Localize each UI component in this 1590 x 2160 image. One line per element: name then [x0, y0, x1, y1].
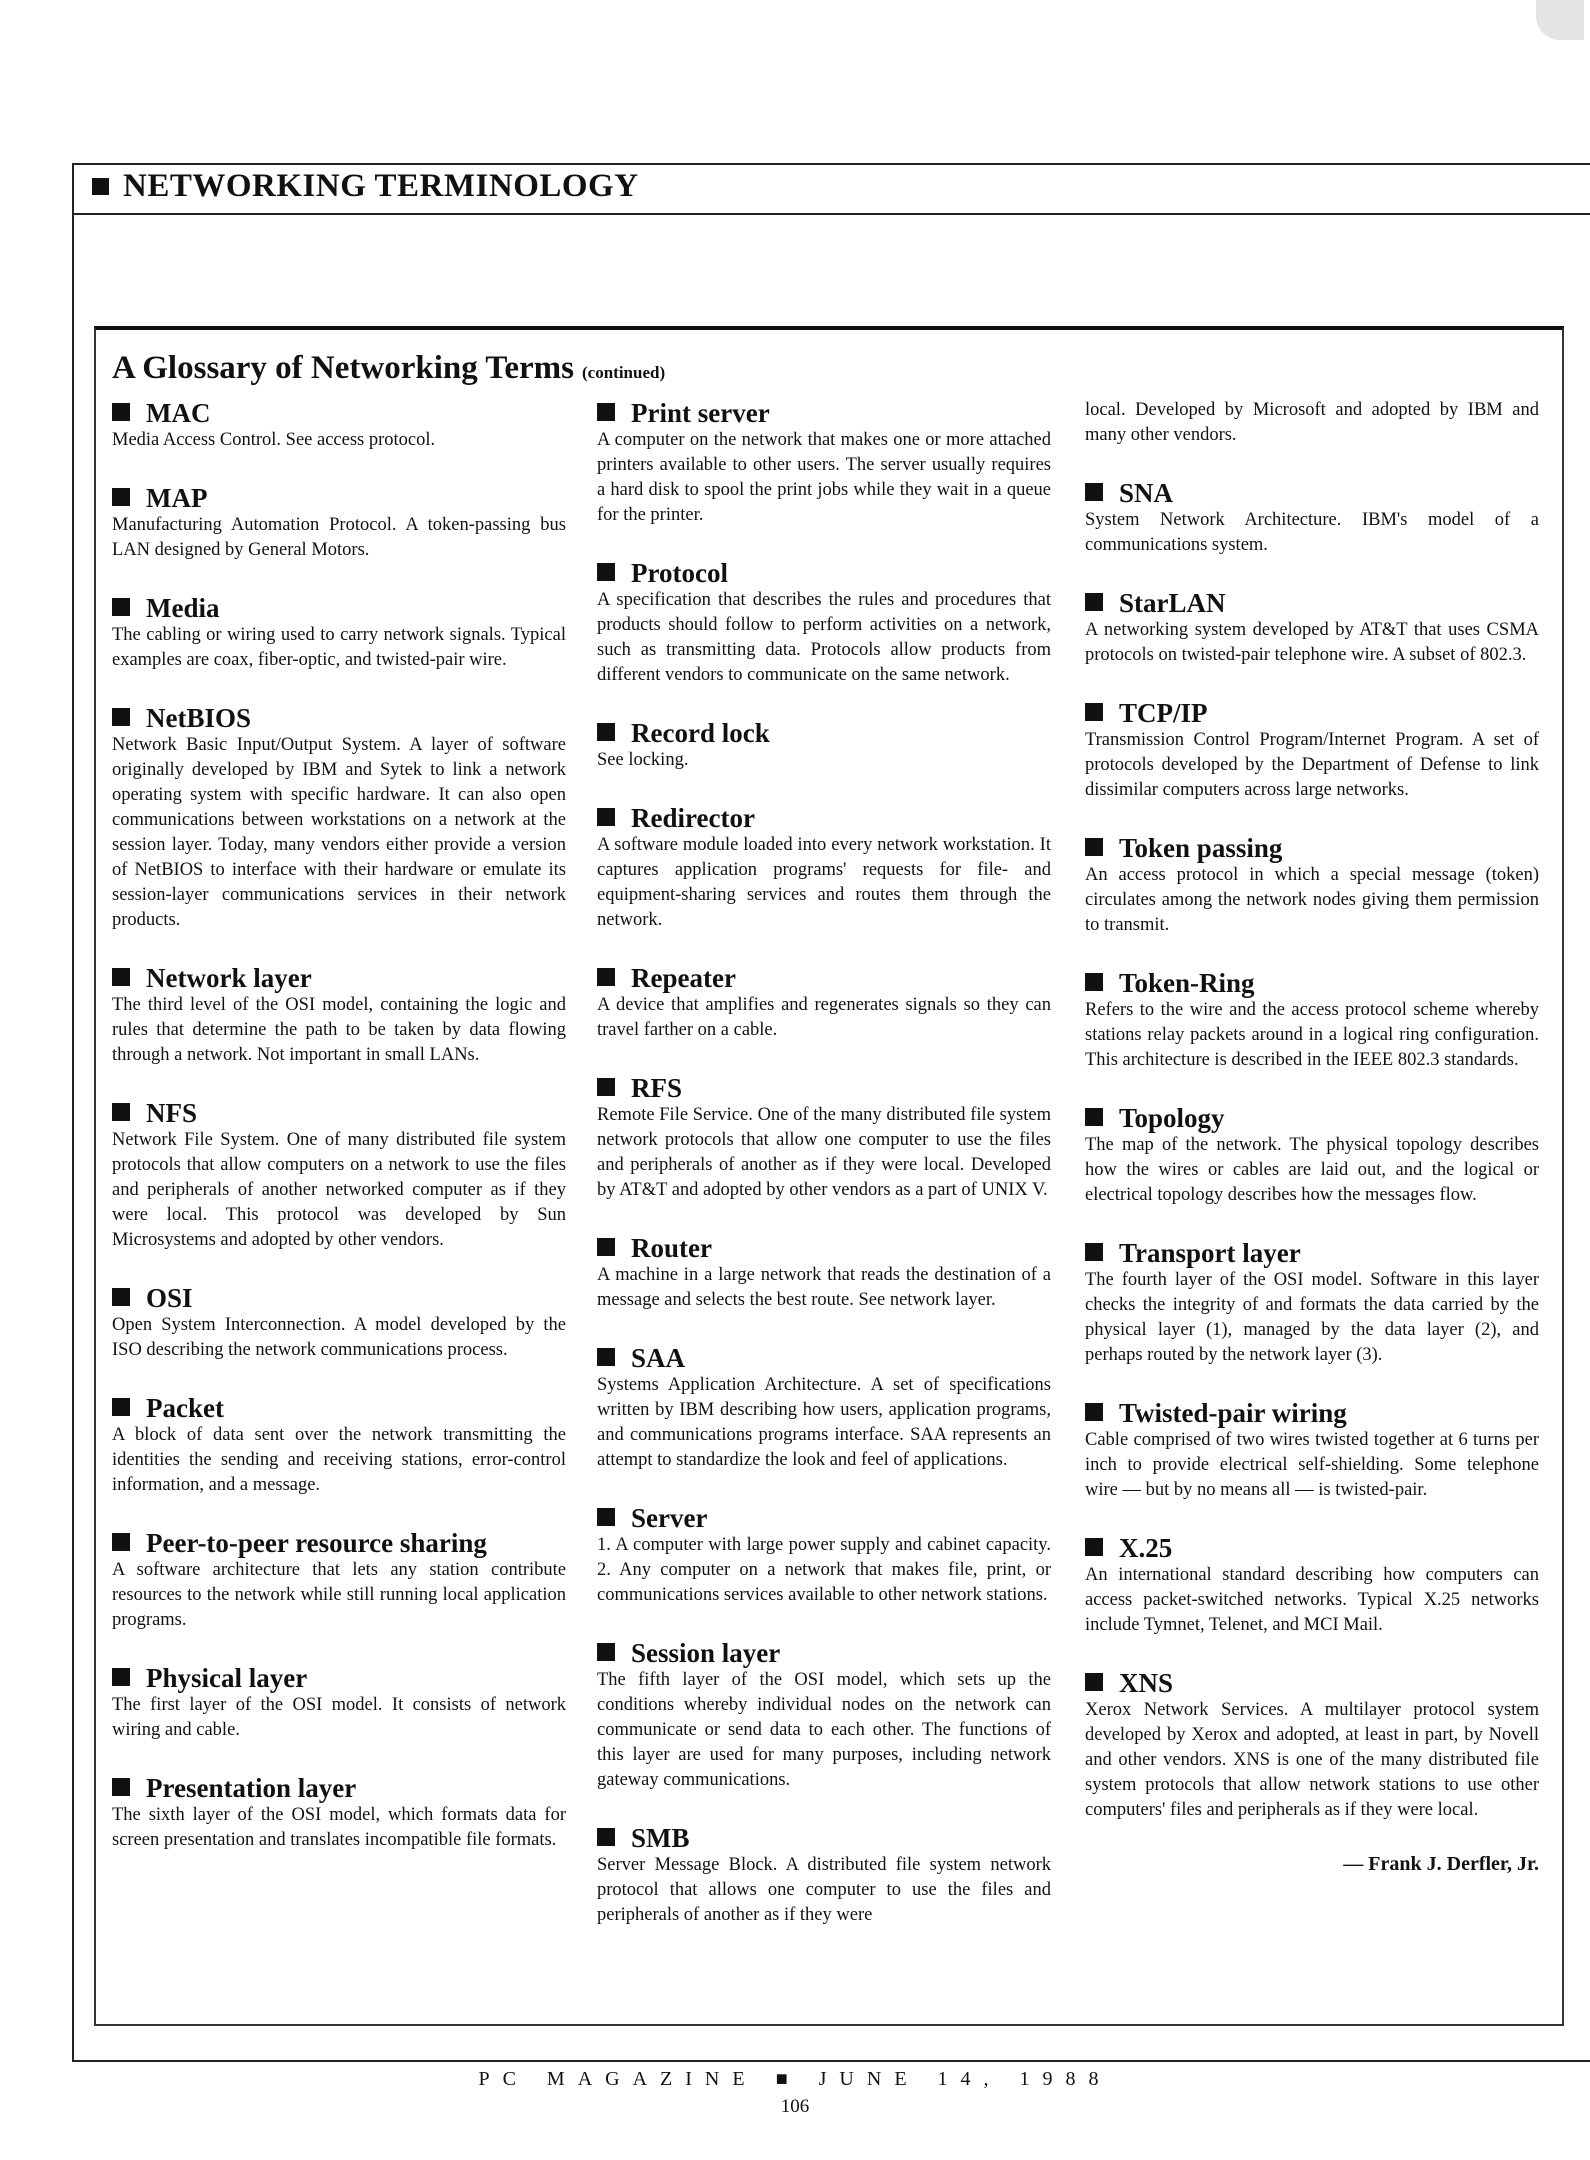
glossary-term-text: Session layer	[631, 1638, 781, 1668]
glossary-entry	[1085, 968, 1539, 1073]
scan-artifact	[1536, 0, 1584, 40]
glossary-term-text: NFS	[146, 1098, 198, 1128]
glossary-term	[1085, 1398, 1539, 1428]
glossary-term	[597, 718, 1051, 748]
glossary-definition: System Network Architecture. IBM's model of a communications system.	[1085, 510, 1539, 555]
glossary-term	[112, 1528, 566, 1558]
glossary-definition: A device that amplifies and regenerates signals so they can travel farther on a cable.	[597, 995, 1051, 1040]
glossary-entry	[597, 1073, 1051, 1203]
square-bullet-icon	[112, 968, 130, 986]
glossary-term	[112, 963, 566, 993]
glossary-column-3	[1085, 398, 1539, 1876]
glossary-term	[597, 558, 1051, 588]
glossary-column-1	[112, 398, 566, 1883]
glossary-definition: A software architecture that lets any station contribute resources to the network while still running local application programs.	[112, 1560, 566, 1630]
glossary-entry	[112, 593, 566, 673]
glossary-term	[597, 1233, 1051, 1263]
glossary-term	[1085, 1668, 1539, 1698]
glossary-entry	[1085, 1103, 1539, 1208]
glossary-term	[112, 593, 566, 623]
glossary-term-text: Record lock	[631, 718, 770, 748]
glossary-term	[112, 1393, 566, 1423]
glossary-column-2	[597, 398, 1051, 1958]
footer-magazine: PC MAGAZINE ■ JUNE 14, 1988	[478, 2068, 1112, 2090]
glossary-term-text: Physical layer	[146, 1663, 308, 1693]
byline: — Frank J. Derfler, Jr.	[1343, 1853, 1539, 1875]
glossary-term	[1085, 1238, 1539, 1268]
glossary-definition: The first layer of the OSI model. It consists of network wiring and cable.	[112, 1695, 566, 1740]
glossary-entry	[597, 398, 1051, 528]
glossary-entry	[597, 558, 1051, 688]
glossary-entry	[597, 803, 1051, 933]
square-bullet-icon	[597, 1508, 615, 1526]
glossary-term	[597, 803, 1051, 833]
glossary-term-text: SMB	[631, 1823, 690, 1853]
glossary-entry	[112, 1393, 566, 1498]
glossary-term-text: Topology	[1119, 1103, 1225, 1133]
glossary-definition: The fourth layer of the OSI model. Software in this layer checks the integrity of and formats the data carried by the physical layer (1), managed by the data layer (2), and perhaps routed by the network layer (3).	[1085, 1270, 1539, 1365]
glossary-entry	[112, 1663, 566, 1743]
glossary-term	[112, 1663, 566, 1693]
glossary-term-text: Repeater	[631, 963, 736, 993]
glossary-term	[597, 1343, 1051, 1373]
footer-page-number: 106	[780, 2096, 810, 2117]
square-bullet-icon	[1085, 1673, 1103, 1691]
glossary-entry	[1085, 478, 1539, 558]
glossary-term	[1085, 588, 1539, 618]
square-bullet-icon	[1085, 593, 1103, 611]
glossary-term-text: Network layer	[146, 963, 312, 993]
glossary-entry	[597, 963, 1051, 1043]
square-bullet-icon	[1085, 1403, 1103, 1421]
square-bullet-icon	[112, 708, 130, 726]
glossary-entry	[1085, 833, 1539, 938]
glossary-term	[597, 963, 1051, 993]
glossary-definition: An access protocol in which a special message (token) circulates among the network nodes giving them permission to transmit.	[1085, 865, 1539, 935]
glossary-entry	[112, 963, 566, 1068]
glossary-term-text: MAC	[146, 398, 211, 428]
glossary-term	[112, 1098, 566, 1128]
glossary-entry	[112, 483, 566, 563]
glossary-definition: The cabling or wiring used to carry network signals. Typical examples are coax, fiber-optic, and twisted-pair wire.	[112, 625, 566, 670]
glossary-term-text: XNS	[1119, 1668, 1174, 1698]
glossary-entry	[1085, 1238, 1539, 1368]
glossary-term	[1085, 968, 1539, 998]
glossary-definition: Network File System. One of many distributed file system protocols that allow computers on a network to use the files and peripherals of another networked computer as if they were local. This protocol was developed by Sun Microsystems and adopted by other vendors.	[112, 1130, 566, 1250]
glossary-entry	[597, 1823, 1051, 1928]
glossary-term-text: OSI	[146, 1283, 193, 1313]
square-bullet-icon	[112, 1398, 130, 1416]
glossary-definition: The map of the network. The physical topology describes how the wires or cables are laid out, and the logical or electrical topology describes how the messages flow.	[1085, 1135, 1539, 1205]
glossary-entry	[1085, 1668, 1539, 1823]
glossary-entry	[112, 1773, 566, 1853]
square-bullet-icon	[112, 1533, 130, 1551]
glossary-continued: (continued)	[582, 363, 666, 382]
glossary-term	[597, 1823, 1051, 1853]
glossary-term	[112, 1283, 566, 1313]
glossary-term-text: MAP	[146, 483, 208, 513]
glossary-term-text: Packet	[146, 1393, 224, 1423]
glossary-term	[1085, 478, 1539, 508]
glossary-title-text: A Glossary of Networking Terms	[112, 350, 574, 386]
glossary-definition: Refers to the wire and the access protocol scheme whereby stations relay packets around in a logical ring configuration. This architecture is described in the IEEE 802.3 standards.	[1085, 1000, 1539, 1070]
glossary-entry	[112, 1098, 566, 1253]
glossary-definition: Network Basic Input/Output System. A layer of software originally developed by IBM and Sytek to link a network operating system with specific hardware. It can also open communications between workstations on a network at the session layer. Today, many vendors either provide a version of NetBIOS to interface with their hardware or emulate its session-layer communications services in their network products.	[112, 735, 566, 930]
glossary-term	[112, 398, 566, 428]
section-header	[92, 168, 639, 205]
glossary-title	[112, 350, 665, 387]
square-bullet-icon	[597, 1348, 615, 1366]
glossary-term-text: TCP/IP	[1119, 698, 1208, 728]
square-bullet-icon	[597, 723, 615, 741]
glossary-term-text: SAA	[631, 1343, 686, 1373]
section-rule	[72, 213, 1590, 215]
glossary-definition: Remote File Service. One of the many distributed file system network protocols that allow one computer to use the files and peripherals of another as if they were local. Developed by AT&T and adopted by other vendors as a part of UNIX V.	[597, 1105, 1051, 1200]
glossary-term-text: Server	[631, 1503, 708, 1533]
glossary-term-text: Media	[146, 593, 220, 623]
glossary-entry	[1085, 1533, 1539, 1638]
glossary-entry	[112, 703, 566, 933]
glossary-term-text: Presentation layer	[146, 1773, 357, 1803]
glossary-definition: Xerox Network Services. A multilayer protocol system developed by Xerox and adopted, at least in part, by Novell and other vendors. XNS is one of the many distributed file system protocols that allow network stations to use other computers' files and peripherals as if they were local.	[1085, 1700, 1539, 1820]
glossary-term	[597, 1638, 1051, 1668]
square-bullet-icon	[597, 563, 615, 581]
glossary-definition: Media Access Control. See access protocol.	[112, 430, 436, 450]
glossary-term	[1085, 1533, 1539, 1563]
glossary-term-text: NetBIOS	[146, 703, 252, 733]
glossary-entry	[1085, 398, 1539, 448]
square-bullet-icon	[597, 1828, 615, 1846]
glossary-definition: A computer on the network that makes one or more attached printers available to other users. The server usually requires a hard disk to spool the print jobs while they wait in a queue for the printer.	[597, 430, 1051, 525]
glossary-definition: An international standard describing how computers can access packet-switched networks. Typical X.25 networks include Tymnet, Telenet, and MCI Mail.	[1085, 1565, 1539, 1635]
square-bullet-icon	[92, 178, 109, 195]
glossary-definition: Server Message Block. A distributed file system network protocol that allows one computer to use the files and peripherals of another as if they were	[597, 1855, 1051, 1925]
square-bullet-icon	[1085, 973, 1103, 991]
square-bullet-icon	[112, 1778, 130, 1796]
square-bullet-icon	[597, 1078, 615, 1096]
glossary-entry	[1085, 698, 1539, 803]
glossary-term-text: Twisted-pair wiring	[1119, 1398, 1347, 1428]
square-bullet-icon	[112, 1288, 130, 1306]
glossary-term	[597, 1503, 1051, 1533]
square-bullet-icon	[1085, 483, 1103, 501]
glossary-definition: The fifth layer of the OSI model, which sets up the conditions whereby individual nodes on the network can communicate or send data to each other. The functions of this layer are used for many purposes, including network gateway communications.	[597, 1670, 1051, 1790]
glossary-entry	[597, 1638, 1051, 1793]
square-bullet-icon	[112, 488, 130, 506]
glossary-term	[597, 398, 1051, 428]
glossary-definition: A machine in a large network that reads the destination of a message and selects the best route. See network layer.	[597, 1265, 1051, 1310]
glossary-term-text: Token-Ring	[1119, 968, 1255, 998]
glossary-definition: Manufacturing Automation Protocol. A token-passing bus LAN designed by General Motors.	[112, 515, 566, 560]
glossary-term	[1085, 698, 1539, 728]
glossary-term	[1085, 833, 1539, 863]
glossary-definition: Transmission Control Program/Internet Program. A set of protocols developed by the Department of Defense to link dissimilar computers across large networks.	[1085, 730, 1539, 800]
square-bullet-icon	[1085, 1243, 1103, 1261]
glossary-entry	[1085, 588, 1539, 668]
glossary-definition: The sixth layer of the OSI model, which formats data for screen presentation and translates incompatible file formats.	[112, 1805, 566, 1850]
square-bullet-icon	[112, 1103, 130, 1121]
glossary-term-text: X.25	[1119, 1533, 1173, 1563]
glossary-term-text: Transport layer	[1119, 1238, 1301, 1268]
glossary-term	[112, 1773, 566, 1803]
glossary-term-text: Peer-to-peer resource sharing	[146, 1528, 487, 1558]
column-3-entries	[1085, 398, 1539, 1823]
glossary-entry	[597, 718, 1051, 773]
glossary-definition: Open System Interconnection. A model developed by the ISO describing the network communications process.	[112, 1315, 566, 1360]
glossary-term-text: StarLAN	[1119, 588, 1226, 618]
glossary-entry	[597, 1233, 1051, 1313]
glossary-definition: See locking.	[597, 750, 689, 770]
glossary-definition: A networking system developed by AT&T that uses CSMA protocols on twisted-pair telephone wire. A subset of 802.3.	[1085, 620, 1539, 665]
glossary-entry	[112, 398, 566, 453]
glossary-definition: local. Developed by Microsoft and adopted by IBM and many other vendors.	[1085, 400, 1539, 445]
glossary-definition: A software module loaded into every network workstation. It captures application programs' requests for file- and equipment-sharing services and routes them through the network.	[597, 835, 1051, 930]
square-bullet-icon	[112, 403, 130, 421]
square-bullet-icon	[112, 598, 130, 616]
square-bullet-icon	[1085, 703, 1103, 721]
glossary-definition: Cable comprised of two wires twisted together at 6 turns per inch to provide electrical self-shielding. Some telephone wire — but by no means all — is twisted-pair.	[1085, 1430, 1539, 1500]
glossary-entry	[1085, 1398, 1539, 1503]
square-bullet-icon	[597, 968, 615, 986]
glossary-term-text: Router	[631, 1233, 712, 1263]
section-title: NETWORKING TERMINOLOGY	[123, 168, 639, 204]
square-bullet-icon	[1085, 1538, 1103, 1556]
square-bullet-icon	[597, 808, 615, 826]
glossary-definition: Systems Application Architecture. A set of specifications written by IBM describing how users, application programs, and communications programs interface. SAA represents an attempt to standardize the look and feel of applications.	[597, 1375, 1051, 1470]
glossary-entry	[597, 1343, 1051, 1473]
glossary-entry	[112, 1283, 566, 1363]
glossary-term	[597, 1073, 1051, 1103]
glossary-definition: 1. A computer with large power supply and cabinet capacity. 2. Any computer on a network that makes file, print, or communications services available to other network stations.	[597, 1535, 1051, 1605]
glossary-term	[112, 703, 566, 733]
square-bullet-icon	[112, 1668, 130, 1686]
glossary-definition: A specification that describes the rules and procedures that products should follow to perform activities on a network, such as transmitting data. Protocols allow products from different vendors to communicate on the same network.	[597, 590, 1051, 685]
glossary-term-text: SNA	[1119, 478, 1174, 508]
glossary-term	[112, 483, 566, 513]
square-bullet-icon	[597, 403, 615, 421]
glossary-definition: A block of data sent over the network transmitting the identities the sending and receiving stations, error-control information, and a message.	[112, 1425, 566, 1495]
glossary-term-text: Redirector	[631, 803, 755, 833]
square-bullet-icon	[1085, 838, 1103, 856]
glossary-definition: The third level of the OSI model, containing the logic and rules that determine the path to be taken by data flowing through a network. Not important in small LANs.	[112, 995, 566, 1065]
glossary-term-text: RFS	[631, 1073, 683, 1103]
square-bullet-icon	[597, 1643, 615, 1661]
glossary-entry	[597, 1503, 1051, 1608]
glossary-term	[1085, 1103, 1539, 1133]
glossary-term-text: Print server	[631, 398, 770, 428]
square-bullet-icon	[597, 1238, 615, 1256]
glossary-term-text: Token passing	[1119, 833, 1283, 863]
square-bullet-icon	[1085, 1108, 1103, 1126]
glossary-term-text: Protocol	[631, 558, 728, 588]
glossary-entry	[112, 1528, 566, 1633]
